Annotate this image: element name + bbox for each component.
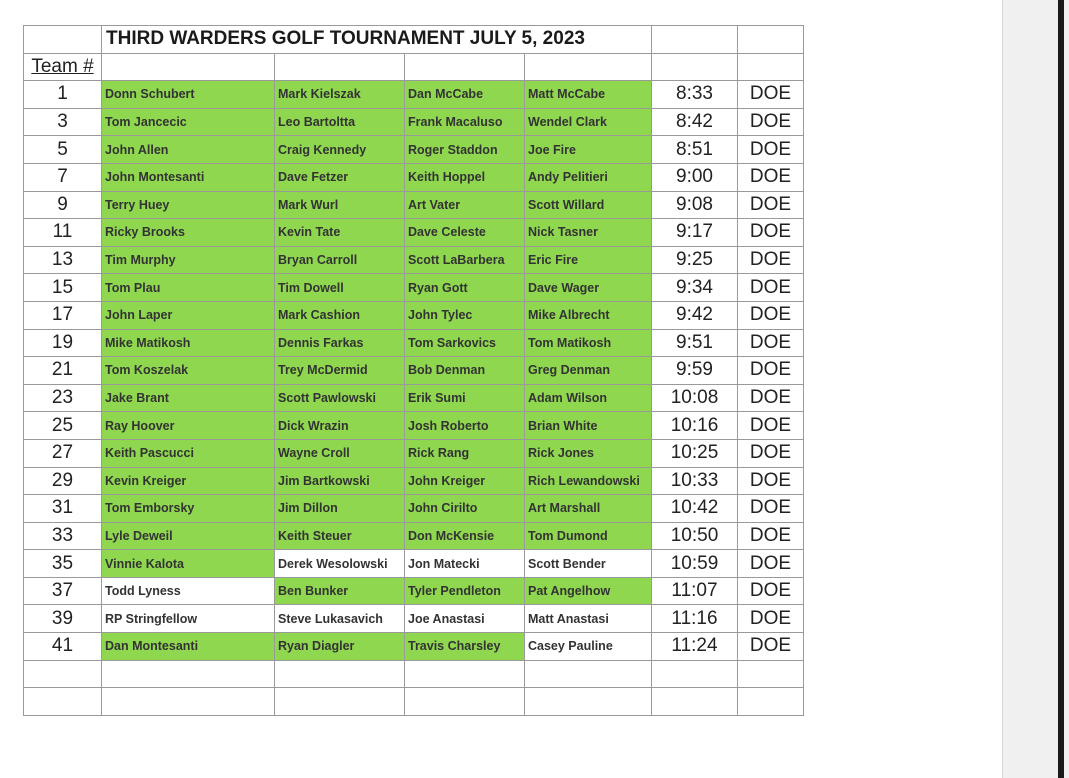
tee-time: 11:24 [652,633,738,661]
tee-time: 11:07 [652,577,738,605]
team-row [24,384,804,412]
tee-time: 11:16 [652,605,738,633]
player-name: Dan Montesanti [102,633,275,661]
scanner-edge [1002,0,1069,778]
player-name: Dave Wager [525,274,652,302]
empty-cell [102,660,275,688]
team-row [24,301,804,329]
empty-cell [525,688,652,716]
course-code: DOE [738,633,804,661]
tee-time: 9:51 [652,329,738,357]
player-name: Frank Macaluso [405,108,525,136]
player-name: Roger Staddon [405,136,525,164]
team-number: 33 [24,522,102,550]
player-name: Tom Koszelak [102,357,275,385]
team-number: 17 [24,301,102,329]
player-name: Erik Sumi [405,384,525,412]
team-number: 7 [24,163,102,191]
player-name: John Montesanti [102,163,275,191]
team-row [24,495,804,523]
team-number: 19 [24,329,102,357]
player-name: Lyle Deweil [102,522,275,550]
player-name: Todd Lyness [102,577,275,605]
player-name: Wayne Croll [275,439,405,467]
player-name: Ray Hoover [102,412,275,440]
tee-time: 9:34 [652,274,738,302]
player-name: Scott Pawlowski [275,384,405,412]
player-name: Steve Lukasavich [275,605,405,633]
team-number: 31 [24,495,102,523]
team-number-header: Team # [24,53,102,81]
player-name: John Cirilto [405,495,525,523]
player-name: Scott Willard [525,191,652,219]
player-name: Andy Pelitieri [525,163,652,191]
player-name: Derek Wesolowski [275,550,405,578]
team-number: 25 [24,412,102,440]
tee-time: 8:42 [652,108,738,136]
course-code: DOE [738,357,804,385]
player-name: Keith Pascucci [102,439,275,467]
empty-cell [652,688,738,716]
player-name: Mike Matikosh [102,329,275,357]
player-name: Ben Bunker [275,577,405,605]
player-name: Kevin Kreiger [102,467,275,495]
team-row [24,329,804,357]
player-name: Scott Bender [525,550,652,578]
player-name: Greg Denman [525,357,652,385]
player-name: Jake Brant [102,384,275,412]
player-name: Rich Lewandowski [525,467,652,495]
team-row [24,108,804,136]
empty-cell [102,688,275,716]
team-number: 13 [24,246,102,274]
tee-time: 10:16 [652,412,738,440]
course-code: DOE [738,577,804,605]
team-row [24,439,804,467]
player-name: Dennis Farkas [275,329,405,357]
player-name: John Laper [102,301,275,329]
player-name: Rick Rang [405,439,525,467]
team-row [24,412,804,440]
player-name: John Kreiger [405,467,525,495]
course-code: DOE [738,467,804,495]
course-code: DOE [738,108,804,136]
tee-time: 8:51 [652,136,738,164]
team-number: 5 [24,136,102,164]
course-code: DOE [738,329,804,357]
title-row [24,26,804,54]
empty-cell [24,688,102,716]
team-row [24,219,804,247]
sheet-title: THIRD WARDERS GOLF TOURNAMENT JULY 5, 2023 [102,26,652,54]
player-name: Jim Dillon [275,495,405,523]
team-row [24,522,804,550]
player-name: Ryan Gott [405,274,525,302]
team-number: 11 [24,219,102,247]
course-code: DOE [738,384,804,412]
empty-cell [24,660,102,688]
player-name: Vinnie Kalota [102,550,275,578]
player-name: Scott LaBarbera [405,246,525,274]
team-row [24,357,804,385]
empty-cell [405,660,525,688]
player-name: Ryan Diagler [275,633,405,661]
player-name: Travis Charsley [405,633,525,661]
empty-cell [525,660,652,688]
team-number: 15 [24,274,102,302]
player-name: Keith Hoppel [405,163,525,191]
tee-time: 10:42 [652,495,738,523]
course-code: DOE [738,439,804,467]
player-name: Tom Jancecic [102,108,275,136]
player-name: Matt Anastasi [525,605,652,633]
player-name: Joe Fire [525,136,652,164]
tee-time: 8:33 [652,81,738,109]
tee-time: 9:08 [652,191,738,219]
course-code: DOE [738,81,804,109]
team-row [24,246,804,274]
player-name: Keith Steuer [275,522,405,550]
player-name: Kevin Tate [275,219,405,247]
player-name: Trey McDermid [275,357,405,385]
player-name: Jon Matecki [405,550,525,578]
team-number: 39 [24,605,102,633]
team-row [24,577,804,605]
course-code: DOE [738,522,804,550]
blank-row [24,660,804,688]
course-code: DOE [738,412,804,440]
player-name: Bob Denman [405,357,525,385]
course-code: DOE [738,605,804,633]
tee-time: 9:59 [652,357,738,385]
team-number: 41 [24,633,102,661]
tee-time-sheet [23,25,804,716]
team-row [24,633,804,661]
empty-cell [738,660,804,688]
player-name: Josh Roberto [405,412,525,440]
player-name: Bryan Carroll [275,246,405,274]
team-row [24,467,804,495]
player-name: Craig Kennedy [275,136,405,164]
tee-time: 10:33 [652,467,738,495]
player-name: Tim Murphy [102,246,275,274]
player-name: Tim Dowell [275,274,405,302]
player-name: Leo Bartoltta [275,108,405,136]
team-number: 3 [24,108,102,136]
team-row [24,136,804,164]
empty-cell [275,688,405,716]
player-name: Donn Schubert [102,81,275,109]
team-number: 21 [24,357,102,385]
team-number: 29 [24,467,102,495]
empty-cell [738,688,804,716]
player-name: Jim Bartkowski [275,467,405,495]
player-name: Art Marshall [525,495,652,523]
team-row [24,274,804,302]
team-number: 37 [24,577,102,605]
player-name: Mike Albrecht [525,301,652,329]
empty-cell [405,688,525,716]
player-name: Pat Angelhow [525,577,652,605]
team-number: 35 [24,550,102,578]
team-row [24,163,804,191]
player-name: Nick Tasner [525,219,652,247]
player-name: Dave Celeste [405,219,525,247]
player-name: Adam Wilson [525,384,652,412]
player-name: Tom Plau [102,274,275,302]
header-row [24,53,804,81]
tee-time: 9:17 [652,219,738,247]
tee-time: 10:25 [652,439,738,467]
team-number: 23 [24,384,102,412]
tee-time: 10:08 [652,384,738,412]
tee-time: 9:00 [652,163,738,191]
player-name: Wendel Clark [525,108,652,136]
team-number: 1 [24,81,102,109]
course-code: DOE [738,163,804,191]
team-number: 9 [24,191,102,219]
player-name: Matt McCabe [525,81,652,109]
course-code: DOE [738,246,804,274]
tee-time: 9:25 [652,246,738,274]
player-name: John Allen [102,136,275,164]
player-name: Mark Kielszak [275,81,405,109]
team-row [24,550,804,578]
player-name: Tom Matikosh [525,329,652,357]
player-name: Rick Jones [525,439,652,467]
course-code: DOE [738,219,804,247]
empty-cell [275,660,405,688]
tee-time: 10:50 [652,522,738,550]
player-name: Brian White [525,412,652,440]
player-name: Mark Wurl [275,191,405,219]
course-code: DOE [738,301,804,329]
blank-row [24,688,804,716]
course-code: DOE [738,274,804,302]
player-name: Eric Fire [525,246,652,274]
course-code: DOE [738,136,804,164]
team-number: 27 [24,439,102,467]
tee-time: 9:42 [652,301,738,329]
player-name: Casey Pauline [525,633,652,661]
player-name: Dick Wrazin [275,412,405,440]
empty-cell [652,660,738,688]
player-name: Art Vater [405,191,525,219]
player-name: Tom Emborsky [102,495,275,523]
team-row [24,191,804,219]
player-name: Don McKensie [405,522,525,550]
player-name: Terry Huey [102,191,275,219]
course-code: DOE [738,495,804,523]
team-row [24,81,804,109]
player-name: Mark Cashion [275,301,405,329]
player-name: Joe Anastasi [405,605,525,633]
tee-time: 10:59 [652,550,738,578]
player-name: Ricky Brooks [102,219,275,247]
course-code: DOE [738,550,804,578]
player-name: John Tylec [405,301,525,329]
course-code: DOE [738,191,804,219]
player-name: Tom Sarkovics [405,329,525,357]
team-row [24,605,804,633]
player-name: Tyler Pendleton [405,577,525,605]
player-name: Tom Dumond [525,522,652,550]
player-name: Dan McCabe [405,81,525,109]
player-name: RP Stringfellow [102,605,275,633]
player-name: Dave Fetzer [275,163,405,191]
